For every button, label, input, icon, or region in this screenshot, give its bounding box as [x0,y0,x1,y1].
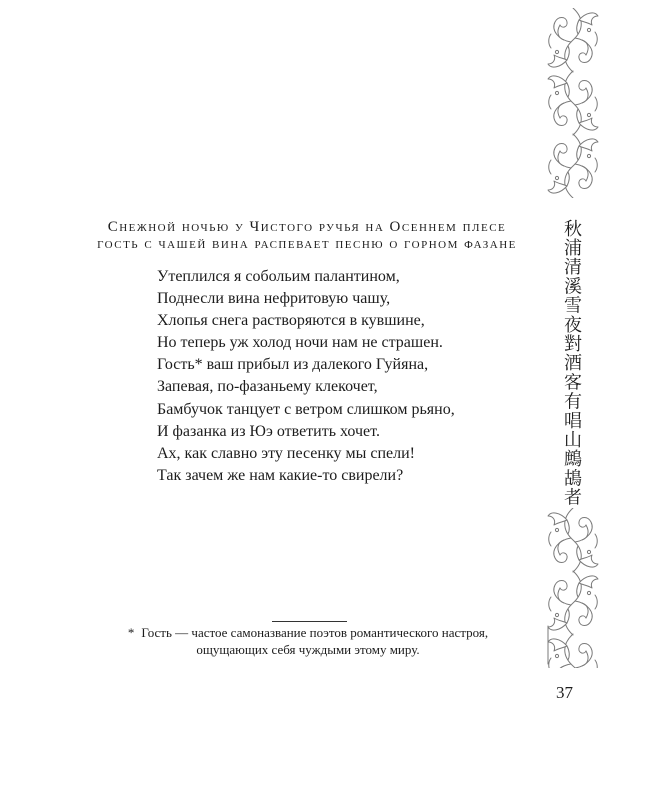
poem-line: Поднесли вина нефритовую чашу, [157,290,391,308]
page-number: 37 [556,683,573,702]
poem-line: Гость* ваш прибыл из далекого Гуйяна, [157,356,429,374]
poem-line: Ах, как славно эту песенку мы спели! [157,444,415,462]
footnote-separator [272,621,347,622]
poem-heading [77,219,537,253]
floral-vine-ornament-icon [545,8,601,198]
poem-line: Хлопья снега растворяются в кувшине, [157,312,425,330]
heading-line-1: Снежной ночью у Чистого ручья на Осеннем плесе [107,219,507,235]
poem-line: И фазанка из Юэ ответить хочет. [157,422,380,440]
footnote-line-1 [78,624,538,641]
poem-line: Бамбучок танцует с ветром слишком рьяно, [157,400,455,418]
footnote [78,624,538,658]
poem-line: Так зачем же нам какие-то свирели? [157,466,404,484]
poem-line: Запевая, по-фазаньему клекочет, [157,378,378,396]
footnote-line-2: ощущающих себя чуждыми этому миру. [196,642,420,657]
poem-line: Но теперь уж холод ночи нам не страшен. [157,334,443,352]
floral-ornament-bottom [545,508,601,668]
heading-line-2: гость с чашей вина распевает песню о горном фазане [97,236,517,252]
poem-body [157,266,455,487]
poem-line: Утеплился я собольим палантином, [157,268,400,285]
footnote-marker: * [127,625,135,640]
chinese-title-vertical: 秋浦清溪雪夜對酒客有唱山鷓鴣者 [561,219,582,507]
footnote-text: Гость — частое самоназвание поэтов романтического настроя, [141,625,489,640]
floral-ornament-top [545,8,601,198]
floral-vine-ornament-icon [545,508,601,668]
